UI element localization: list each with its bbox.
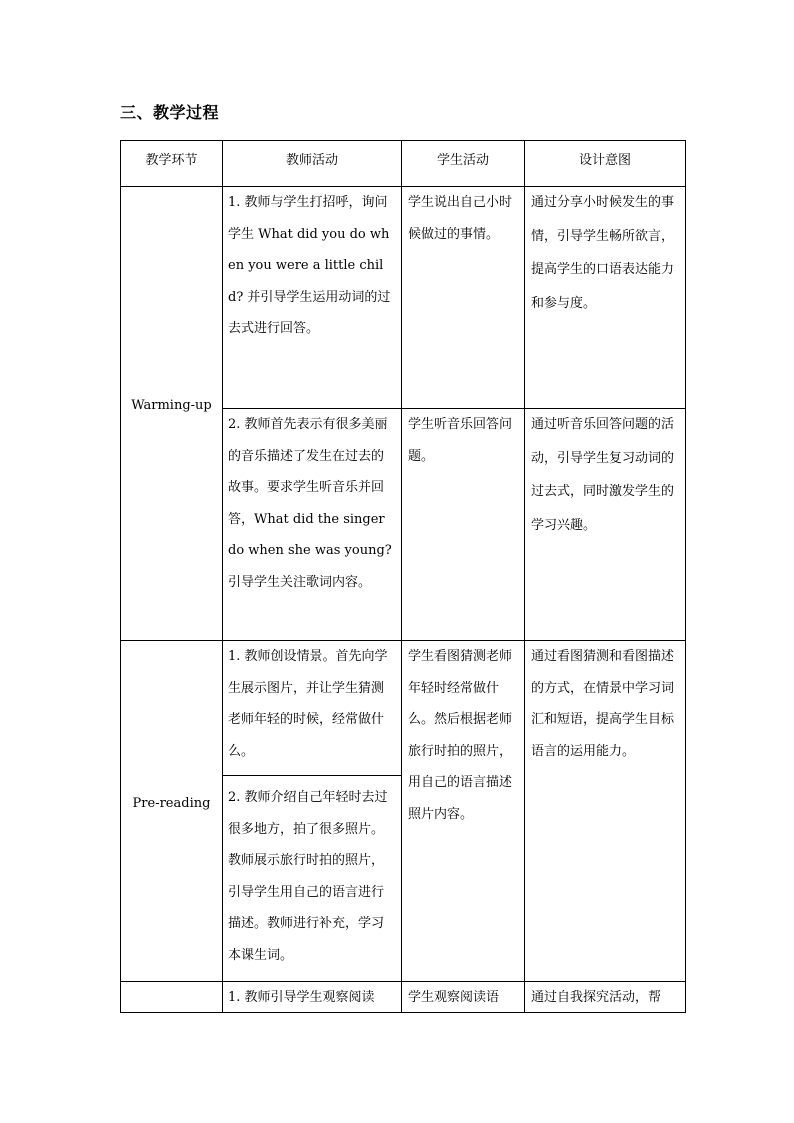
header-design-purpose: 设计意图: [578, 153, 631, 168]
teacher-activity-cell: 1. 教师创设情景。首先向学生展示图片，并让学生猜测老师年轻的时候，经常做什么。: [228, 649, 388, 759]
prereading-step-divider: [222, 775, 401, 776]
header-stage: 教学环节: [145, 153, 198, 168]
header-teacher-activity: 教师活动: [285, 153, 338, 168]
column-divider-2: [401, 140, 402, 1013]
student-activity-cell: 学生听音乐回答问题。: [408, 417, 513, 464]
table-border-right: [685, 140, 686, 1013]
teacher-activity-cell: 1. 教师与学生打招呼，询问学生 What did you do when you were a little child? 并引导学生运用动词的过去式进行回答。: [228, 195, 391, 336]
student-activity-cell: 学生说出自己小时候做过的事情。: [408, 195, 513, 242]
design-purpose-cell: 通过看图猜测和看图描述的方式，在情景中学习词汇和短语，提高学生目标语言的运用能力。: [531, 649, 675, 759]
column-divider-1: [222, 140, 223, 1013]
design-purpose-cell: 通过分享小时候发生的事情，引导学生畅所欲言，提高学生的口语表达能力和参与度。: [531, 195, 675, 311]
teacher-activity-cell: 2. 教师介绍自己年轻时去过很多地方，拍了很多照片。教师展示旅行时拍的照片，引导学生用自己的语言进行描述。教师进行补充，学习本课生词。: [228, 790, 388, 963]
design-purpose-cell: 通过听音乐回答问题的活动，引导学生复习动词的过去式，同时激发学生的学习兴趣。: [531, 417, 675, 533]
table-border-left: [120, 140, 121, 1013]
student-activity-cell: 学生观察阅读语: [408, 990, 500, 1005]
header-student-activity: 学生活动: [436, 153, 489, 168]
column-divider-3: [524, 140, 525, 1013]
teacher-activity-cell: 1. 教师引导学生观察阅读: [228, 990, 375, 1005]
teaching-process-table: [120, 140, 686, 1013]
teacher-activity-cell: 2. 教师首先表示有很多美丽的音乐描述了发生在过去的故事。要求学生听音乐并回答，What did the singer do when she was young? 引导学生关注歌词内容。: [228, 417, 392, 590]
table-border-top: [120, 140, 686, 141]
student-activity-cell: 学生看图猜测老师年轻时经常做什么。然后根据老师旅行时拍的照片，用自己的语言描述照片内容。: [408, 649, 513, 822]
stage-pre-reading: Pre-reading: [132, 796, 211, 811]
stage-warming-up: Warming-up: [131, 398, 212, 413]
section-title: 三、教学过程: [120, 103, 220, 122]
design-purpose-cell: 通过自我探究活动，帮: [531, 990, 662, 1005]
